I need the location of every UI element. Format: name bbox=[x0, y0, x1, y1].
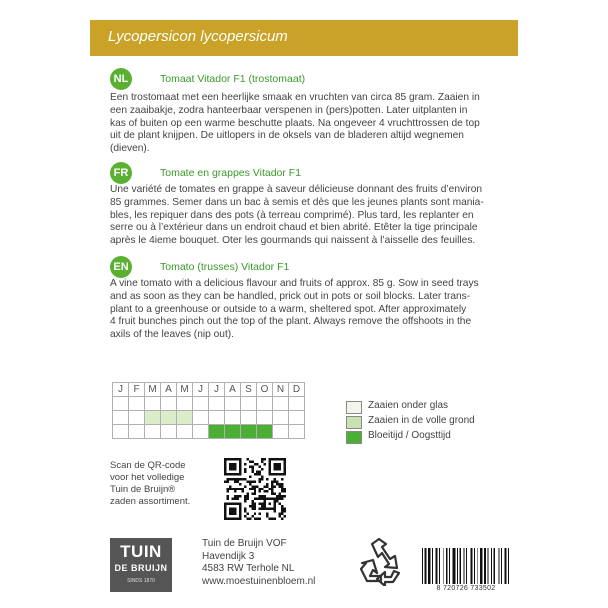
calendar-month-label: A bbox=[161, 383, 177, 397]
calendar-cell bbox=[193, 397, 209, 411]
description-line: axils of the leaves (nip out). bbox=[110, 329, 235, 341]
qr-caption-line: Tuin de Bruijn® bbox=[110, 484, 176, 495]
barcode-icon bbox=[420, 548, 512, 584]
lang-badge-fr: FR bbox=[110, 162, 132, 184]
seed-packet-back bbox=[90, 20, 518, 592]
calendar-cell bbox=[225, 425, 241, 439]
legend-label: Zaaien in de volle grond bbox=[368, 415, 475, 426]
qr-caption-line: Scan de QR-code bbox=[110, 460, 186, 471]
calendar-cell bbox=[113, 411, 129, 425]
barcode-number: 8 720726 733502 bbox=[436, 585, 496, 592]
calendar-cell bbox=[273, 425, 289, 439]
calendar-cell bbox=[241, 411, 257, 425]
description-line: A vine tomato with a delicious flavour and fruits of approx. 85 g. Sow in seed trays bbox=[110, 278, 479, 289]
species-title: Lycopersicon lycopersicum bbox=[108, 28, 288, 45]
legend-label: Bloeitijd / Oogsttijd bbox=[368, 430, 451, 441]
calendar-cell bbox=[113, 425, 129, 439]
logo-text-since: SINDS 1870 bbox=[127, 578, 155, 584]
legend-swatch bbox=[346, 431, 362, 444]
description-line: serre ou à l’extérieur dans un endroit chaud et bien abrité. Etêter la tige principale bbox=[110, 222, 478, 234]
calendar-cell bbox=[129, 397, 145, 411]
calendar-cell bbox=[193, 411, 209, 425]
description-line: (dieven). bbox=[110, 143, 150, 155]
calendar-months-row bbox=[113, 383, 305, 397]
variety-title-nl: Tomaat Vitador F1 (trostomaat) bbox=[160, 73, 306, 85]
calendar-month-label: D bbox=[289, 383, 305, 397]
calendar-cell bbox=[257, 397, 273, 411]
logo-text-de-bruijn: DE BRUIJN bbox=[114, 563, 168, 573]
qr-caption bbox=[110, 460, 230, 508]
calendar-month-label: M bbox=[145, 383, 161, 397]
calendar-month-label: N bbox=[273, 383, 289, 397]
legend-swatch bbox=[346, 416, 362, 429]
calendar-cell bbox=[225, 397, 241, 411]
calendar-cell bbox=[241, 425, 257, 439]
variety-title-en: Tomato (trusses) Vitador F1 bbox=[160, 261, 290, 273]
calendar-cell bbox=[257, 411, 273, 425]
qr-caption-line: zaden assortiment. bbox=[110, 496, 191, 507]
description-line: Een trostomaat met een heerlijke smaak en vruchten van circa 85 gram. Zaaien in bbox=[110, 92, 480, 103]
description-line: plant to a greenhouse or outside to a warm, sheltered spot. After approximately bbox=[110, 303, 467, 315]
calendar-cell bbox=[145, 397, 161, 411]
calendar-cell bbox=[113, 397, 129, 411]
calendar-cell bbox=[209, 425, 225, 439]
calendar-cell bbox=[257, 425, 273, 439]
logo-text-tuin: TUIN bbox=[120, 542, 162, 561]
calendar-cell bbox=[209, 411, 225, 425]
calendar-month-label: M bbox=[177, 383, 193, 397]
qr-code-icon[interactable] bbox=[224, 458, 286, 520]
calendar-month-label: F bbox=[129, 383, 145, 397]
calendar-cell bbox=[177, 425, 193, 439]
calendar-month-label: O bbox=[257, 383, 273, 397]
company-address bbox=[202, 538, 315, 588]
description-en bbox=[110, 278, 502, 342]
calendar-cell bbox=[289, 397, 305, 411]
brand-logo bbox=[110, 538, 172, 592]
calendar-cell bbox=[129, 425, 145, 439]
calendar-month-label: J bbox=[113, 383, 129, 397]
calendar-cell bbox=[273, 397, 289, 411]
calendar-row bbox=[113, 425, 305, 439]
description-line: 85 grammes. Semer dans un bac à semis et dès que les jeunes plants sont mania- bbox=[110, 196, 484, 208]
calendar-month-label: J bbox=[209, 383, 225, 397]
website-link[interactable]: www.moestuinenbloem.nl bbox=[202, 575, 316, 587]
description-fr bbox=[110, 184, 502, 248]
description-line: kas of buiten op een warme beschutte plaats. Na ongeveer 4 vruchttrossen de top bbox=[110, 117, 480, 129]
description-line: and as soon as they can be handled, prick out in pots or soil blocks. Later trans- bbox=[110, 290, 471, 302]
calendar-cell bbox=[273, 411, 289, 425]
calendar-month-label: A bbox=[225, 383, 241, 397]
calendar-cell bbox=[289, 425, 305, 439]
calendar-row bbox=[113, 397, 305, 411]
street: Havendijk 3 bbox=[202, 550, 255, 562]
calendar-cell bbox=[145, 411, 161, 425]
description-line: Une variété de tomates en grappe à saveur délicieuse donnant des fruits d’environ bbox=[110, 184, 483, 195]
description-line: bles, les repiquer dans des pots (à terreau comprimé). Plus tard, les replanter en bbox=[110, 209, 474, 221]
calendar-cell bbox=[161, 425, 177, 439]
calendar-cell bbox=[161, 397, 177, 411]
description-line: een zaaibakje, zodra hanteerbaar verspenen in (pers)potten. Later uitplanten in bbox=[110, 104, 468, 116]
postal-city: 4583 RW Terhole NL bbox=[202, 563, 295, 574]
description-line: uit de plant knijpen. De uitlopers in de oksels van de bladeren altijd wegnemen bbox=[110, 130, 464, 142]
calendar-cell bbox=[129, 411, 145, 425]
sowing-calendar bbox=[112, 382, 305, 439]
calendar-cell bbox=[225, 411, 241, 425]
variety-title-fr: Tomate en grappes Vitador F1 bbox=[160, 167, 302, 179]
calendar-row bbox=[113, 411, 305, 425]
calendar-cell bbox=[177, 397, 193, 411]
calendar-cell bbox=[289, 411, 305, 425]
description-line: après le 4ieme bouquet. Oter les gourmands qui naissent à l’aisselle des feuilles. bbox=[110, 235, 476, 247]
company-name: Tuin de Bruijn VOF bbox=[202, 538, 287, 549]
lang-badge-en: EN bbox=[110, 256, 132, 278]
legend-swatch bbox=[346, 401, 362, 414]
qr-caption-line: voor het volledige bbox=[110, 472, 185, 483]
recycle-icon bbox=[352, 536, 406, 586]
calendar-month-label: S bbox=[241, 383, 257, 397]
calendar-cell bbox=[209, 397, 225, 411]
description-nl bbox=[110, 92, 502, 156]
calendar-month-label: J bbox=[193, 383, 209, 397]
description-line: 4 fruit bunches pinch out the top of the plant. Always remove the offshoots in the bbox=[110, 316, 472, 328]
lang-badge-nl: NL bbox=[110, 68, 132, 90]
legend-label: Zaaien onder glas bbox=[368, 400, 449, 411]
calendar-cell bbox=[177, 411, 193, 425]
calendar-cell bbox=[241, 397, 257, 411]
calendar-cell bbox=[193, 425, 209, 439]
header-banner bbox=[90, 20, 518, 56]
calendar-cell bbox=[145, 425, 161, 439]
calendar-cell bbox=[161, 411, 177, 425]
